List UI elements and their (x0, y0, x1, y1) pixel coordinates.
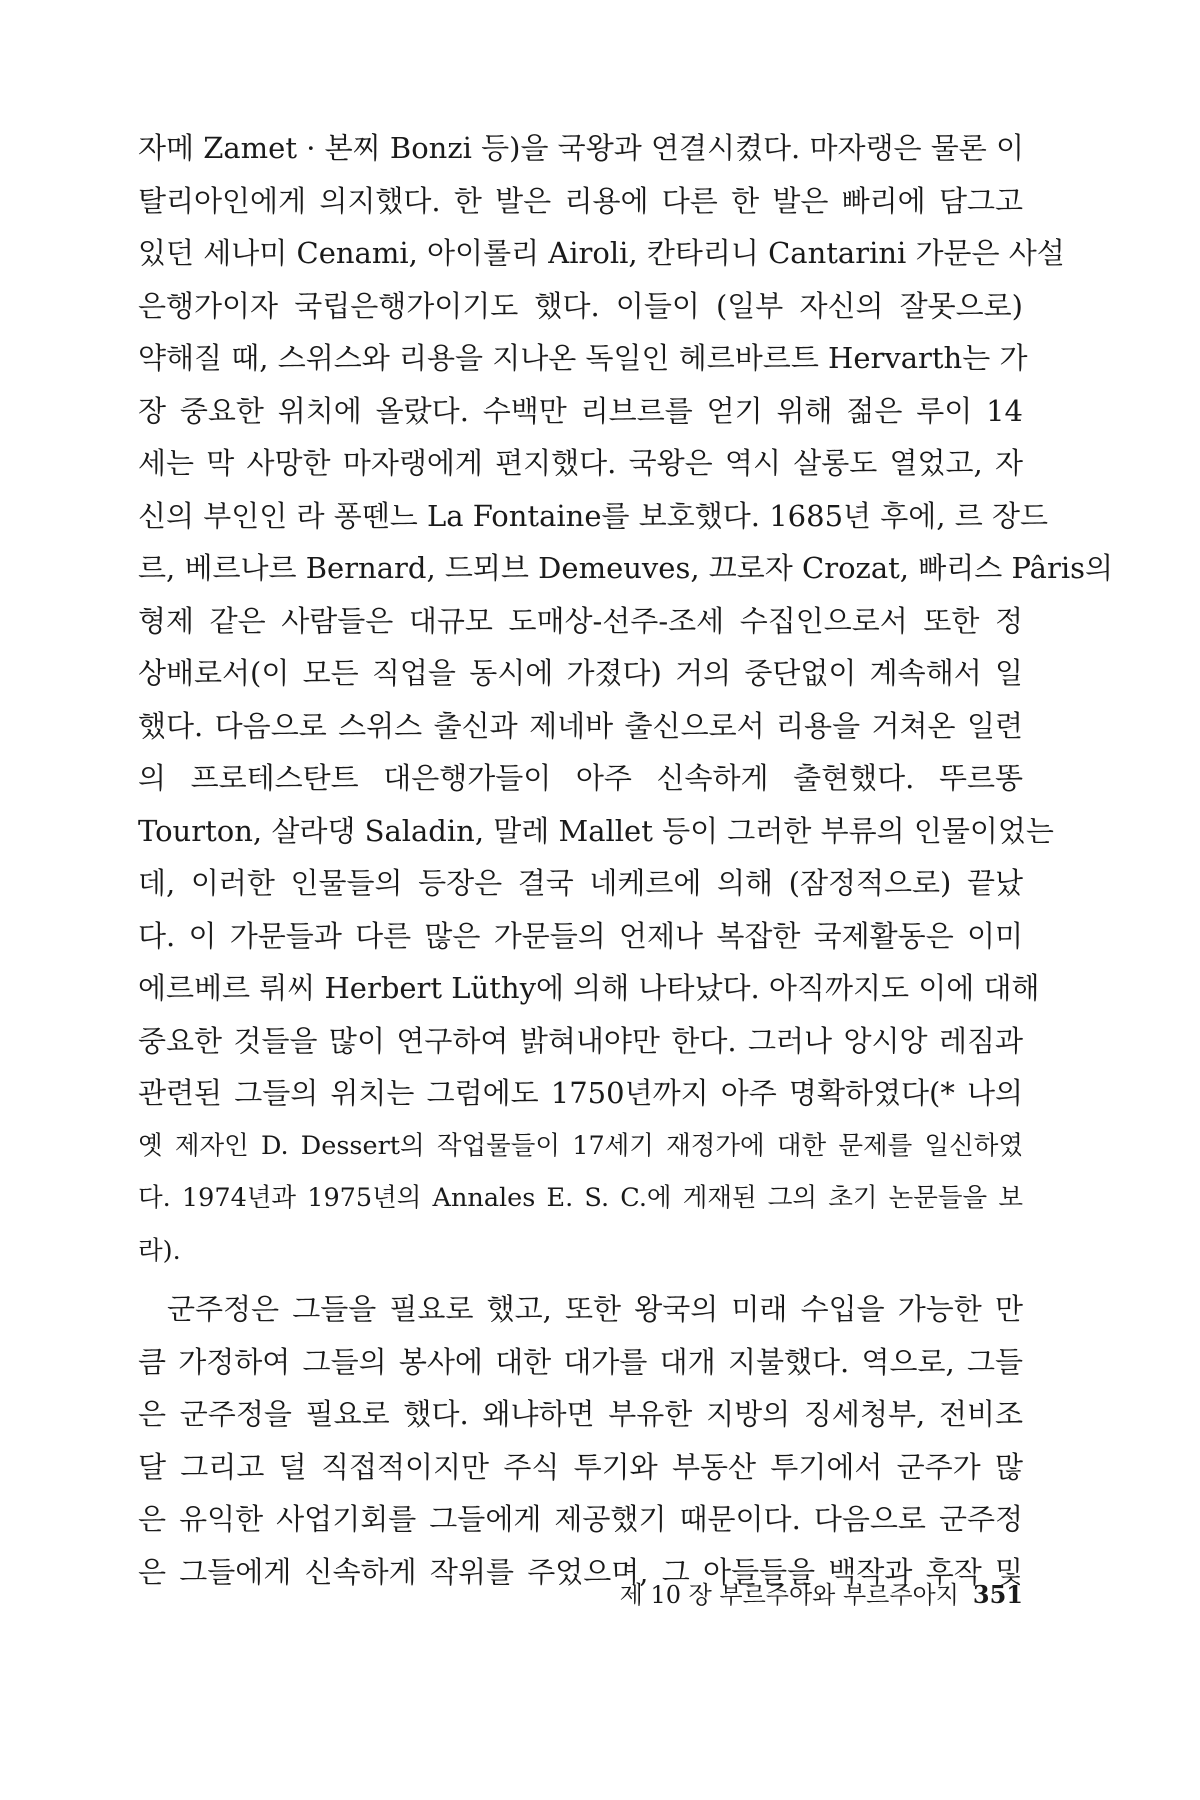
text-line: 장 중요한 위치에 올랐다. 수백만 리브르를 얻기 위해 젊은 루이 14 (138, 393, 1023, 428)
text-line: 에르베르 뤼씨 Herbert Lüthy에 의해 나타났다. 아직까지도 이에 대해 (138, 971, 1040, 1005)
text-line: 중요한 것들을 많이 연구하여 밝혀내야만 한다. 그러나 앙시앙 레짐과 (138, 1023, 1023, 1058)
text-line: 세는 막 사망한 마자랭에게 편지했다. 국왕은 역시 살롱도 열었고, 자 (138, 446, 1023, 480)
text-line: 약해질 때, 스위스와 리용을 지나온 독일인 헤르바르트 Hervarth는 가 (138, 341, 1028, 375)
text-line: 큼 가정하여 그들의 봉사에 대한 대가를 대개 지불했다. 역으로, 그들 (138, 1344, 1023, 1379)
text-line: 했다. 다음으로 스위스 출신과 제네바 출신으로서 리용을 거쳐온 일련 (138, 708, 1023, 743)
text-line: 자메 Zamet · 본찌 Bonzi 등)을 국왕과 연결시켰다. 마자랭은 물론 이 (138, 131, 1024, 165)
text-line: 형제 같은 사람들은 대규모 도매상-선주-조세 수집인으로서 또한 정 (138, 603, 1023, 638)
text-line: 은행가이자 국립은행가이기도 했다. 이들이 (일부 자신의 잘못으로) (138, 288, 1023, 323)
text-line: 신의 부인인 라 퐁뗀느 La Fontaine를 보호했다. 1685년 후에, 르 장드 (138, 498, 1048, 533)
body-text (138, 122, 1113, 1598)
text-line: 다. 이 가문들과 다른 많은 가문들의 언제나 복잡한 국제활동은 이미 (138, 918, 1023, 953)
text-line: 데, 이러한 인물들의 등장은 결국 네케르에 의해 (잠정적으로) 끝났 (138, 866, 1023, 900)
text-line: 관련된 그들의 위치는 그럼에도 1750년까지 아주 명확하였다(* 나의 (138, 1076, 1023, 1110)
text-line: 은 그들에게 신속하게 작위를 주었으며, 그 아들들을 백작과 후작 및 (138, 1554, 1023, 1589)
text-line: 은 군주정을 필요로 했다. 왜냐하면 부유한 지방의 징세청부, 전비조 (138, 1397, 1023, 1431)
text-line: 은 유익한 사업기회를 그들에게 제공했기 때문이다. 다음으로 군주정 (138, 1502, 1023, 1536)
text-line: 르, 베르나르 Bernard, 드뫼브 Demeuves, 끄로자 Crozat, 빠리스 Pâris의 (138, 551, 1113, 585)
text-line: Tourton, 살라댕 Saladin, 말레 Mallet 등이 그러한 부류의 인물이었는 (138, 813, 1054, 848)
note-line: 옛 제자인 D. Dessert의 작업물들이 17세기 재정가에 대한 문제를 일신하였 (138, 1130, 1023, 1161)
text-line: 탈리아인에게 의지했다. 한 발은 리용에 다른 한 발은 빠리에 담그고 (138, 183, 1023, 218)
page-number: 351 (972, 1580, 1023, 1609)
text-line: 상배로서(이 모든 직업을 동시에 가졌다) 거의 중단없이 계속해서 일 (138, 656, 1023, 690)
paragraph-first-line: 군주정은 그들을 필요로 했고, 또한 왕국의 미래 수입을 가능한 만 (167, 1292, 1023, 1326)
text-line: 있던 세나미 Cenami, 아이롤리 Airoli, 칸타리니 Cantarini 가문은 사설 (138, 236, 1065, 270)
text-line: 달 그리고 덜 직접적이지만 주식 투기와 부동산 투기에서 군주가 많 (138, 1449, 1023, 1484)
page-footer (600, 1575, 1023, 1610)
running-head: 제 10 장 부르주아와 부르주아지 (619, 1581, 959, 1609)
note-line: 다. 1974년과 1975년의 Annales E. S. C.에 게재된 그의 초기 논문들을 보 (138, 1183, 1023, 1213)
note-line: 라). (138, 1235, 181, 1266)
text-line: 의 프로테스탄트 대은행가들이 아주 신속하게 출현했다. 뚜르똥 (138, 761, 1023, 795)
